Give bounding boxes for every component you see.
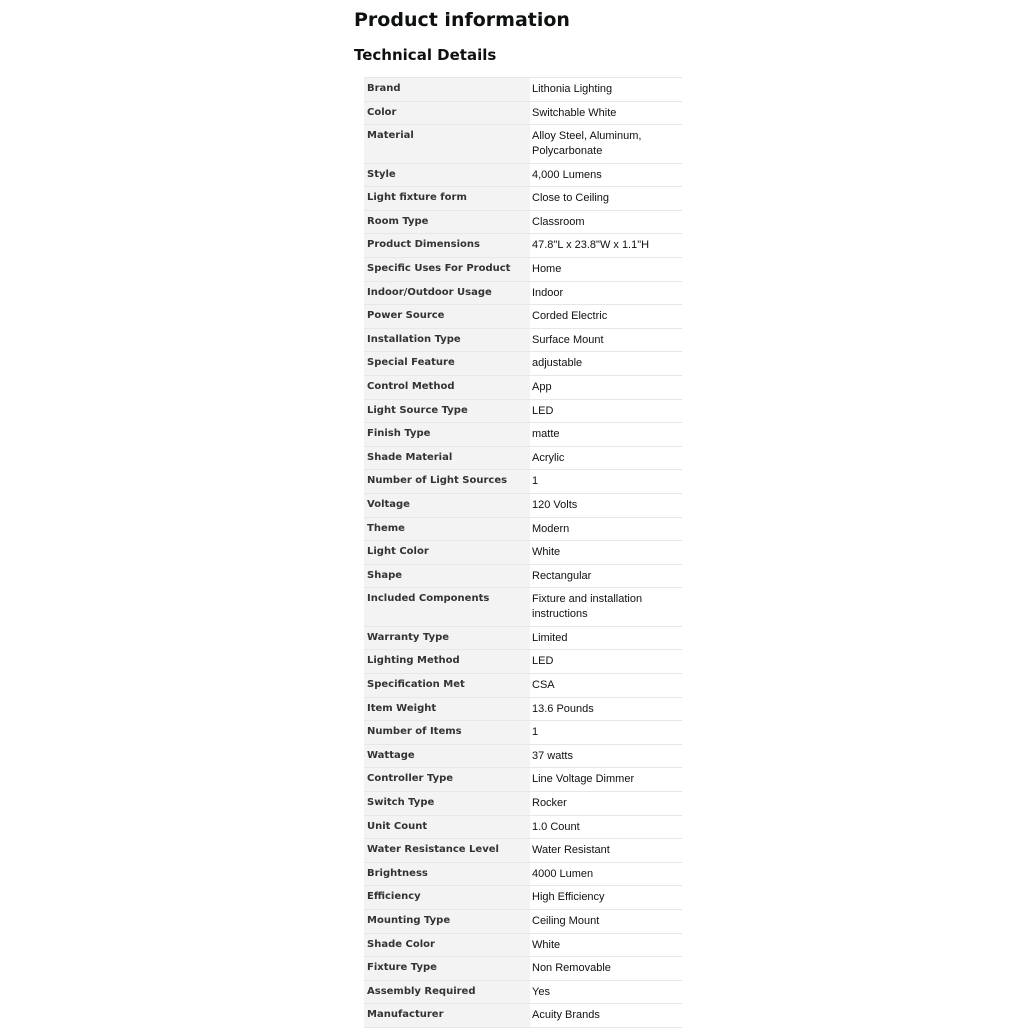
row-value: adjustable — [530, 352, 682, 376]
table-row — [364, 886, 682, 910]
row-label: Item Weight — [364, 697, 530, 721]
table-row — [364, 423, 682, 447]
row-value: Switchable White — [530, 101, 682, 125]
row-label: Controller Type — [364, 768, 530, 792]
table-row — [364, 697, 682, 721]
row-value: Limited — [530, 626, 682, 650]
row-label: Indoor/Outdoor Usage — [364, 281, 530, 305]
table-row — [364, 957, 682, 981]
row-value: White — [530, 933, 682, 957]
row-label: Assembly Required — [364, 980, 530, 1004]
table-row — [364, 187, 682, 211]
table-row — [364, 210, 682, 234]
row-label: Control Method — [364, 376, 530, 400]
row-value: Indoor — [530, 281, 682, 305]
row-label: Brightness — [364, 862, 530, 886]
row-label: Style — [364, 163, 530, 187]
table-row — [364, 258, 682, 282]
row-label: Color — [364, 101, 530, 125]
row-label: Wattage — [364, 744, 530, 768]
row-label: Room Type — [364, 210, 530, 234]
row-label: Water Resistance Level — [364, 839, 530, 863]
row-label: Power Source — [364, 305, 530, 329]
row-label: Shade Material — [364, 446, 530, 470]
row-value: 13.6 Pounds — [530, 697, 682, 721]
row-label: Included Components — [364, 588, 530, 627]
row-value: CSA — [530, 674, 682, 698]
table-row — [364, 862, 682, 886]
table-row — [364, 281, 682, 305]
section-title-technical-details: Technical Details — [354, 46, 497, 64]
table-row — [364, 101, 682, 125]
table-row — [364, 376, 682, 400]
table-row — [364, 980, 682, 1004]
row-value: 1 — [530, 470, 682, 494]
row-label: Warranty Type — [364, 626, 530, 650]
table-row — [364, 399, 682, 423]
row-value: Corded Electric — [530, 305, 682, 329]
table-row — [364, 517, 682, 541]
table-row — [364, 541, 682, 565]
row-label: Finish Type — [364, 423, 530, 447]
row-value: 1.0 Count — [530, 815, 682, 839]
row-value: Fixture and installation instructions — [530, 588, 682, 627]
table-row — [364, 125, 682, 164]
row-value: 120 Volts — [530, 494, 682, 518]
row-value: Acrylic — [530, 446, 682, 470]
row-label: Mounting Type — [364, 910, 530, 934]
row-label: Brand — [364, 78, 530, 102]
row-value: Rectangular — [530, 564, 682, 588]
page-title: Product information — [354, 9, 570, 31]
table-row — [364, 470, 682, 494]
row-value: Non Removable — [530, 957, 682, 981]
table-row — [364, 446, 682, 470]
row-value: 37 watts — [530, 744, 682, 768]
row-label: Product Dimensions — [364, 234, 530, 258]
row-value: matte — [530, 423, 682, 447]
row-label: Special Feature — [364, 352, 530, 376]
row-label: Material — [364, 125, 530, 164]
table-row — [364, 650, 682, 674]
table-row — [364, 674, 682, 698]
row-label: Efficiency — [364, 886, 530, 910]
table-row — [364, 910, 682, 934]
row-value: Ceiling Mount — [530, 910, 682, 934]
row-label: Fixture Type — [364, 957, 530, 981]
table-row — [364, 744, 682, 768]
row-label: Light Color — [364, 541, 530, 565]
row-label: Light fixture form — [364, 187, 530, 211]
row-label: Theme — [364, 517, 530, 541]
row-value: Home — [530, 258, 682, 282]
row-value: 4000 Lumen — [530, 862, 682, 886]
table-row — [364, 588, 682, 627]
row-value: Classroom — [530, 210, 682, 234]
table-row — [364, 352, 682, 376]
table-row — [364, 305, 682, 329]
row-value: Surface Mount — [530, 328, 682, 352]
row-label: Switch Type — [364, 792, 530, 816]
row-value: White — [530, 541, 682, 565]
row-value: 4,000 Lumens — [530, 163, 682, 187]
table-row — [364, 768, 682, 792]
row-value: High Efficiency — [530, 886, 682, 910]
table-row — [364, 815, 682, 839]
row-value: App — [530, 376, 682, 400]
row-value: Yes — [530, 980, 682, 1004]
row-label: Specific Uses For Product — [364, 258, 530, 282]
row-value: Lithonia Lighting — [530, 78, 682, 102]
row-label: Shape — [364, 564, 530, 588]
table-row — [364, 234, 682, 258]
table-row — [364, 564, 682, 588]
row-value: Alloy Steel, Aluminum, Polycarbonate — [530, 125, 682, 164]
row-value: 47.8"L x 23.8"W x 1.1"H — [530, 234, 682, 258]
table-row — [364, 78, 682, 102]
row-value: LED — [530, 399, 682, 423]
table-row — [364, 721, 682, 745]
row-value: Rocker — [530, 792, 682, 816]
row-label: Number of Light Sources — [364, 470, 530, 494]
row-value: 1 — [530, 721, 682, 745]
table-row — [364, 163, 682, 187]
row-label: Shade Color — [364, 933, 530, 957]
row-label: Lighting Method — [364, 650, 530, 674]
table-row — [364, 933, 682, 957]
row-label: Manufacturer — [364, 1004, 530, 1028]
row-value: Water Resistant — [530, 839, 682, 863]
row-value: Close to Ceiling — [530, 187, 682, 211]
row-label: Unit Count — [364, 815, 530, 839]
table-row — [364, 839, 682, 863]
row-label: Installation Type — [364, 328, 530, 352]
row-value: Modern — [530, 517, 682, 541]
table-row — [364, 792, 682, 816]
row-value: LED — [530, 650, 682, 674]
technical-details-table — [364, 77, 682, 1028]
row-value: Acuity Brands — [530, 1004, 682, 1028]
row-label: Number of Items — [364, 721, 530, 745]
table-row — [364, 494, 682, 518]
row-value: Line Voltage Dimmer — [530, 768, 682, 792]
row-label: Light Source Type — [364, 399, 530, 423]
table-row — [364, 328, 682, 352]
table-row — [364, 626, 682, 650]
row-label: Voltage — [364, 494, 530, 518]
row-label: Specification Met — [364, 674, 530, 698]
